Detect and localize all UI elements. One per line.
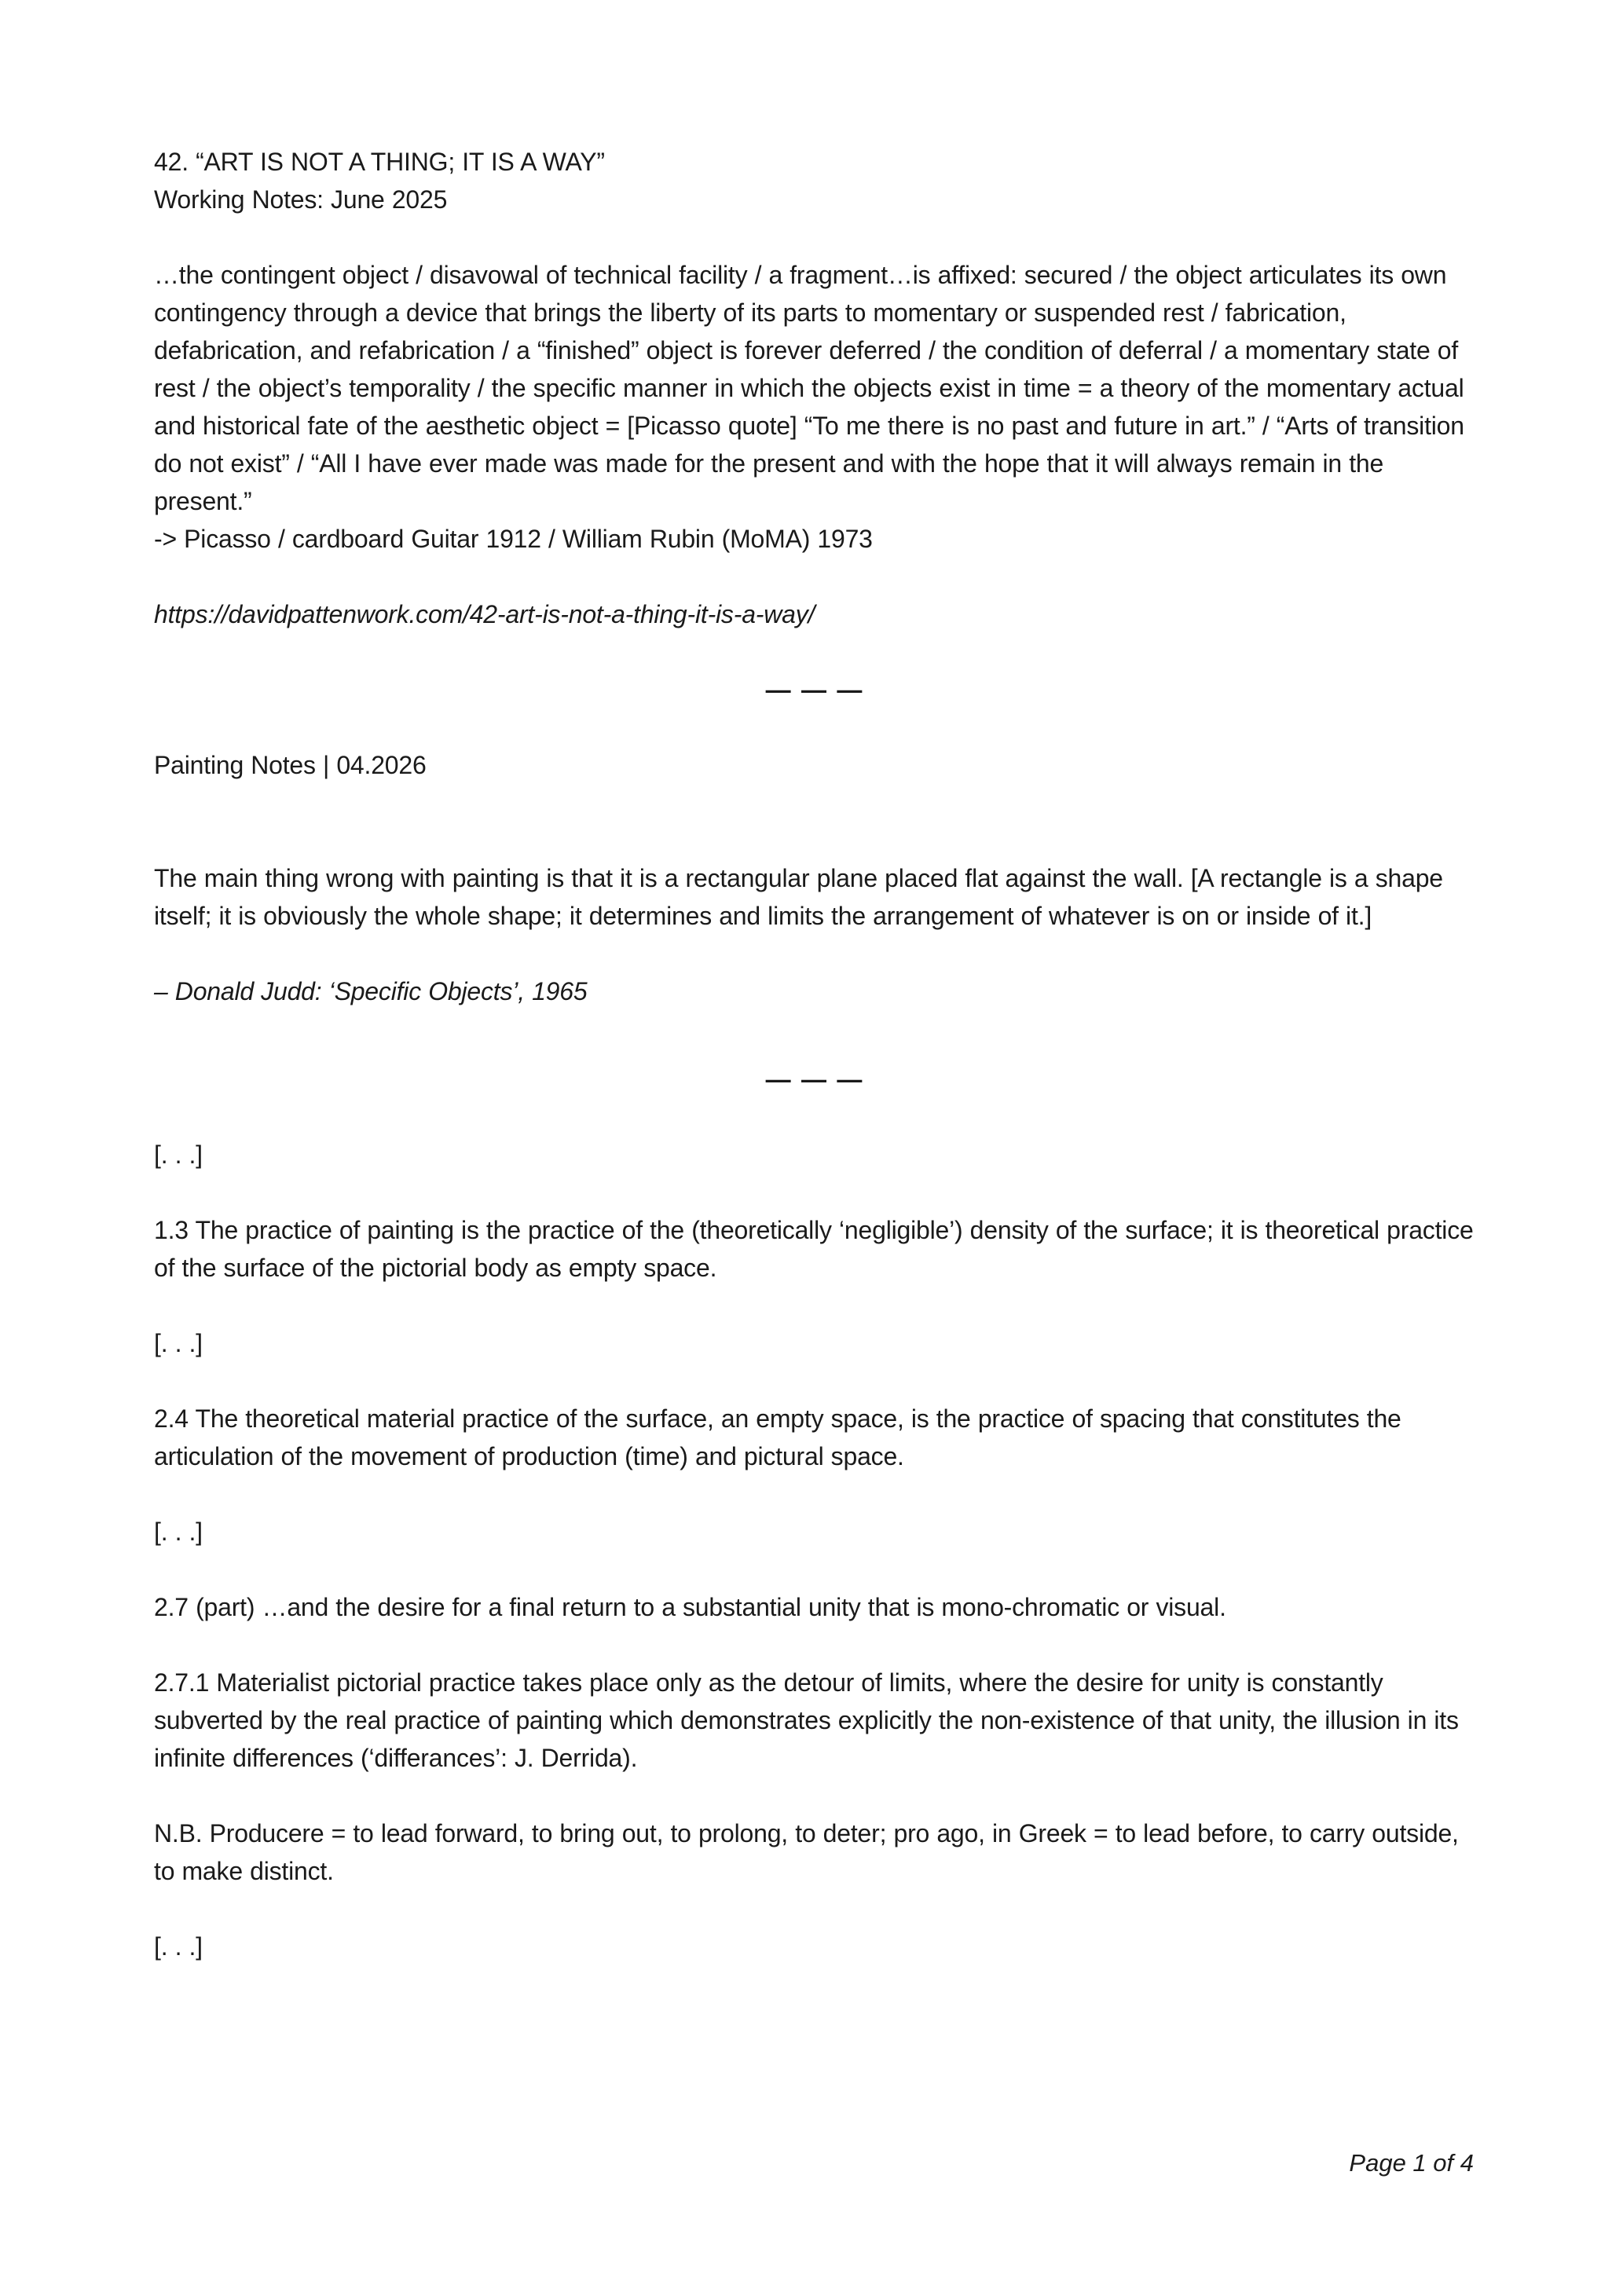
paragraph-2-4: 2.4 The theoretical material practice of the surface, an empty space, is the practice of spacing that constitutes the articulation of the movement of production (time) and pictural space.: [154, 1404, 1401, 1470]
attribution-judd: – Donald Judd: ‘Specific Objects’, 1965: [154, 977, 588, 1005]
paragraph-nb-producere: N.B. Producere = to lead forward, to bring out, to prolong, to deter; pro ago, in Greek = to lead before, to carry outside, to make distinct.: [154, 1819, 1459, 1885]
document-subtitle: Working Notes: June 2025: [154, 185, 448, 214]
ellipsis-marker: [. . .]: [154, 1141, 203, 1169]
paragraph-2-7-1: 2.7.1 Materialist pictorial practice takes place only as the detour of limits, where the desire for unity is constantly subverted by the real practice of painting which demonstrates explicitly the non-existence of that unity, the illusion in its infinite differences (‘differances’: J. Derrida).: [154, 1668, 1459, 1772]
ellipsis-marker: [. . .]: [154, 1518, 203, 1546]
paragraph-2-7: 2.7 (part) …and the desire for a final return to a substantial unity that is mono-chromatic or visual.: [154, 1593, 1226, 1621]
paragraph-picasso-reference: -> Picasso / cardboard Guitar 1912 / William Rubin (MoMA) 1973: [154, 525, 873, 553]
document-content: [154, 143, 1475, 2003]
paragraph-judd-quote: The main thing wrong with painting is that it is a rectangular plane placed flat against the wall. [A rectangle is a shape itself; it is obviously the whole shape; it determines and limits the arrangement of whatever is on or inside of it.]: [154, 864, 1443, 930]
section-divider: — — —: [765, 1065, 864, 1093]
ellipsis-marker: [. . .]: [154, 1329, 203, 1357]
page-number: Page 1 of 4: [1349, 2149, 1474, 2177]
ellipsis-marker: [. . .]: [154, 1932, 203, 1961]
link-url[interactable]: https://davidpattenwork.com/42-art-is-not-a-thing-it-is-a-way/: [154, 600, 815, 628]
section-divider: — — —: [765, 676, 864, 704]
section-heading: Painting Notes | 04.2026: [154, 751, 427, 779]
paragraph-1-3: 1.3 The practice of painting is the practice of the (theoretically ‘negligible’) density of the surface; it is theoretical practice of the surface of the pictorial body as empty space.: [154, 1216, 1474, 1282]
paragraph-contingent-object: …the contingent object / disavowal of technical facility / a fragment…is affixed: secured / the object articulates its own contingency through a device that brings the liberty of its parts to momentary or suspended rest / fabrication, defabrication, and refabrication / a “finished” object is forever deferred / the condition of deferral / a momentary state of rest / the object’s temporality / the specific manner in which the objects exist in time = a theory of the momentary actual and historical fate of the aesthetic object = [Picasso quote] “To me there is no past and future in art.” / “Arts of transition do not exist” / “All I have ever made was made for the present and with the hope that it will always remain in the present.”: [154, 261, 1464, 515]
document-title: 42. “ART IS NOT A THING; IT IS A WAY”: [154, 148, 605, 176]
